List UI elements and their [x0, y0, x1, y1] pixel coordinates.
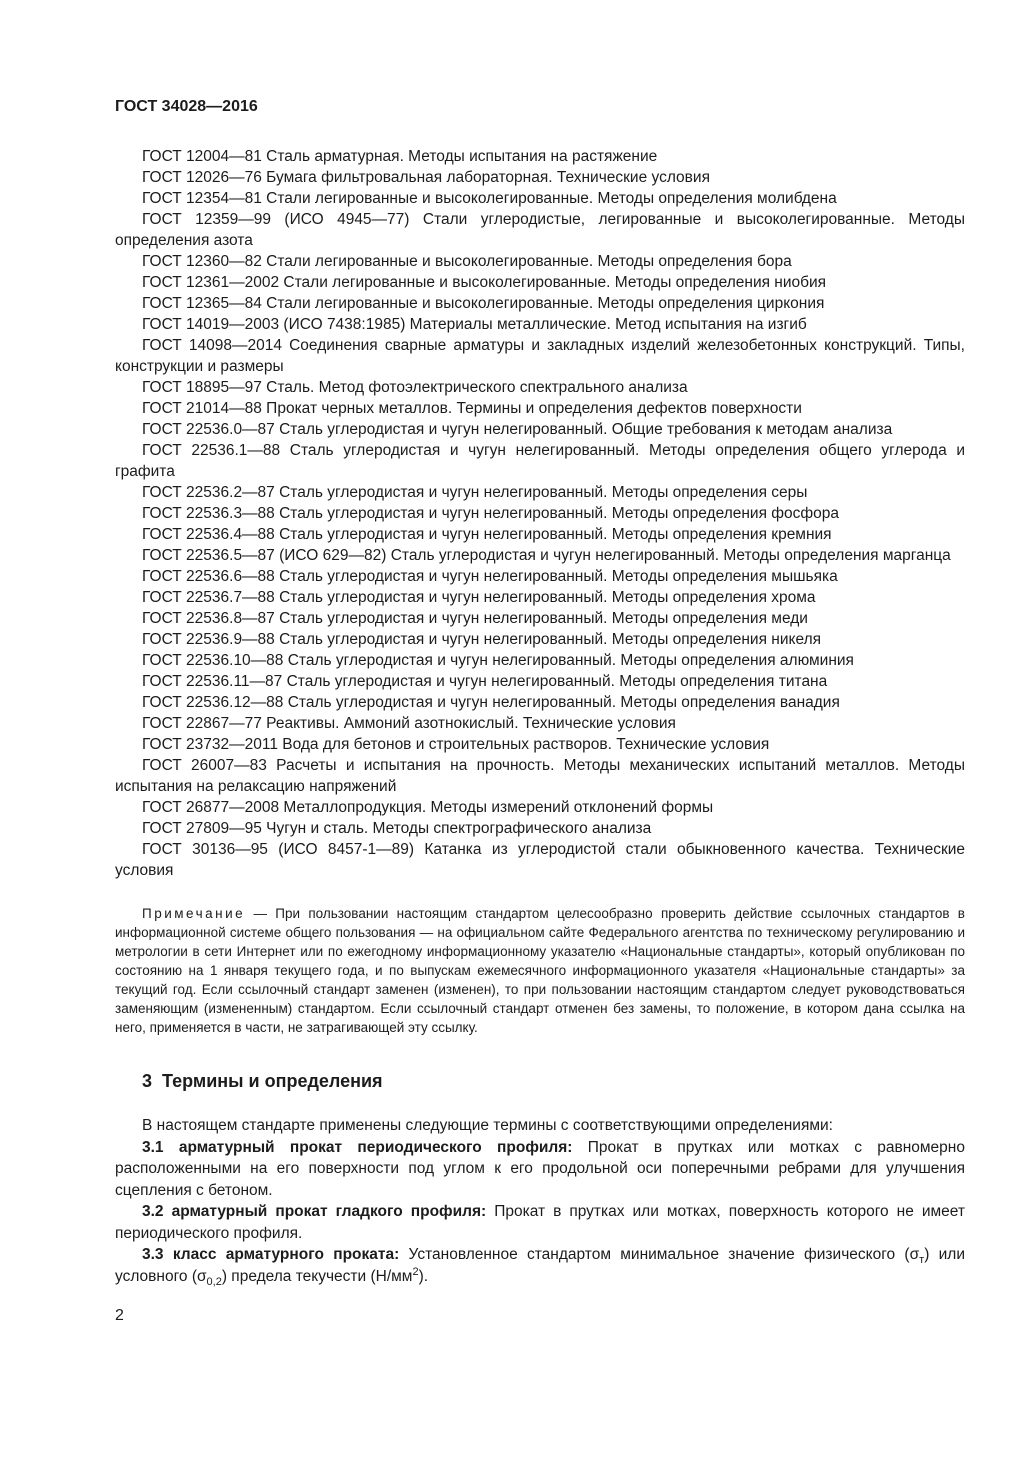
note-label: Примечание: [142, 906, 246, 921]
term-3-2: [115, 1201, 965, 1244]
page-number: 2: [115, 1307, 124, 1324]
reference-item: ГОСТ 12004—81 Сталь арматурная. Методы испытания на растяжение: [142, 148, 658, 165]
reference-item: ГОСТ 22536.6—88 Сталь углеродистая и чугун нелегированный. Методы определения мышьяка: [142, 568, 838, 585]
reference-item: ГОСТ 12360—82 Стали легированные и высоколегированные. Методы определения бора: [142, 253, 792, 270]
reference-item: ГОСТ 22536.1—88 Сталь углеродистая и чугун нелегированный. Методы определения общего углерода и графита: [115, 442, 965, 480]
reference-item: ГОСТ 14019—2003 (ИСО 7438:1985) Материалы металлические. Метод испытания на изгиб: [142, 316, 807, 333]
term-name: арматурный прокат периодического профиля:: [178, 1138, 573, 1156]
page-header-standard-number: ГОСТ 34028—2016: [115, 98, 258, 115]
reference-item: ГОСТ 22536.9—88 Сталь углеродистая и чугун нелегированный. Методы определения никеля: [142, 631, 822, 648]
reference-item: ГОСТ 12359—99 (ИСО 4945—77) Стали углеродистые, легированные и высоколегированные. Методы определения азота: [115, 211, 965, 249]
term-number: 3.3: [142, 1246, 164, 1263]
references-list: [115, 146, 965, 881]
reference-item: ГОСТ 22867—77 Реактивы. Аммоний азотнокислый. Технические условия: [142, 715, 676, 732]
term-3-3: [115, 1244, 965, 1287]
note-text: — При пользовании настоящим стандартом целесообразно проверить действие ссылочных стандартов в информационной системе общего пользования — на официальном сайте Федерального агентства по техническому регулированию и метрологии в сети Интернет или по ежегодному информационному указателю «Национальные стандарты», который опубликован по состоянию на 1 января текущего года, и по выпускам ежемесячного информационного указателя «Национальные стандарты» за текущий год. Если ссылочный стандарт заменен (изменен), то при пользовании настоящим стандартом следует руководствоваться заменяющим (измененным) стандартом. Если ссылочный стандарт отменен без замены, то положение, в котором дана ссылка на него, применяется в части, не затрагивающей эту ссылку.: [115, 906, 965, 1035]
note-paragraph: [115, 904, 965, 1037]
reference-item: ГОСТ 22536.11—87 Сталь углеродистая и чугун нелегированный. Методы определения титана: [142, 673, 828, 690]
term-number: 3.2: [142, 1203, 164, 1220]
reference-item: ГОСТ 12365—84 Стали легированные и высоколегированные. Методы определения циркония: [142, 295, 825, 312]
mm-superscript-2: 2: [412, 1265, 419, 1278]
reference-item: ГОСТ 22536.10—88 Сталь углеродистая и чугун нелегированный. Методы определения алюминия: [142, 652, 854, 669]
reference-item: ГОСТ 22536.3—88 Сталь углеродистая и чугун нелегированный. Методы определения фосфора: [142, 505, 840, 522]
term-3-1: [115, 1137, 965, 1202]
reference-item: ГОСТ 12361—2002 Стали легированные и высоколегированные. Методы определения ниобия: [142, 274, 827, 291]
term-definition-part: ) предела текучести (Н/мм: [221, 1267, 413, 1285]
term-definition: Прокат в прутках или мотках с равномерно расположенными на его поверхности под углом к его продольной оси поперечными ребрами для улучшения сцепления с бетоном.: [115, 1138, 965, 1199]
reference-item: ГОСТ 12354—81 Стали легированные и высоколегированные. Методы определения молибдена: [142, 190, 837, 207]
reference-item: ГОСТ 22536.0—87 Сталь углеродистая и чугун нелегированный. Общие требования к методам анализа: [142, 421, 893, 438]
section-intro: В настоящем стандарте применены следующие термины с соответствующими определениями:: [142, 1117, 833, 1134]
reference-item: ГОСТ 18895—97 Сталь. Метод фотоэлектрического спектрального анализа: [142, 379, 688, 396]
term-definition-part: ).: [418, 1267, 429, 1285]
reference-item: ГОСТ 22536.12—88 Сталь углеродистая и чугун нелегированный. Методы определения ванадия: [142, 694, 840, 711]
reference-item: ГОСТ 22536.8—87 Сталь углеродистая и чугун нелегированный. Методы определения меди: [142, 610, 808, 627]
term-number: 3.1: [142, 1138, 164, 1156]
reference-item: ГОСТ 22536.4—88 Сталь углеродистая и чугун нелегированный. Методы определения кремния: [142, 526, 832, 543]
term-name: класс арматурного проката:: [172, 1246, 400, 1263]
sigma-subscript-t: т: [919, 1254, 925, 1267]
sigma-subscript-0-2: 0,2: [206, 1275, 222, 1288]
reference-item: ГОСТ 14098—2014 Соединения сварные арматуры и закладных изделий железобетонных конструкций. Типы, конструкции и размеры: [115, 337, 965, 375]
term-definition-part: ) или условного (σ: [115, 1246, 965, 1285]
term-definition-part: Установленное стандартом минимальное значение физического (σ: [408, 1246, 920, 1263]
reference-item: ГОСТ 22536.2—87 Сталь углеродистая и чугун нелегированный. Методы определения серы: [142, 484, 808, 501]
reference-item: ГОСТ 22536.5—87 (ИСО 629—82) Сталь углеродистая и чугун нелегированный. Методы определения марганца: [142, 547, 951, 564]
reference-item: ГОСТ 27809—95 Чугун и сталь. Методы спектрографического анализа: [142, 820, 652, 837]
reference-item: ГОСТ 26877—2008 Металлопродукция. Методы измерений отклонений формы: [142, 799, 714, 816]
reference-item: ГОСТ 12026—76 Бумага фильтровальная лабораторная. Технические условия: [142, 169, 710, 186]
reference-item: ГОСТ 23732—2011 Вода для бетонов и строительных растворов. Технические условия: [142, 736, 770, 753]
section-title: Термины и определения: [162, 1071, 383, 1091]
reference-item: ГОСТ 21014—88 Прокат черных металлов. Термины и определения дефектов поверхности: [142, 400, 802, 417]
reference-item: ГОСТ 30136—95 (ИСО 8457-1—89) Катанка из углеродистой стали обыкновенного качества. Технические условия: [115, 841, 965, 879]
reference-item: ГОСТ 22536.7—88 Сталь углеродистая и чугун нелегированный. Методы определения хрома: [142, 589, 816, 606]
term-name: арматурный прокат гладкого профиля:: [171, 1203, 487, 1220]
section-heading: [142, 1070, 965, 1092]
section-number: 3: [142, 1071, 153, 1091]
term-definition: Прокат в прутках или мотках, поверхность которого не имеет периодического профиля.: [115, 1203, 966, 1242]
reference-item: ГОСТ 26007—83 Расчеты и испытания на прочность. Методы механических испытаний металлов. Методы испытания на релаксацию напряжений: [115, 757, 965, 795]
